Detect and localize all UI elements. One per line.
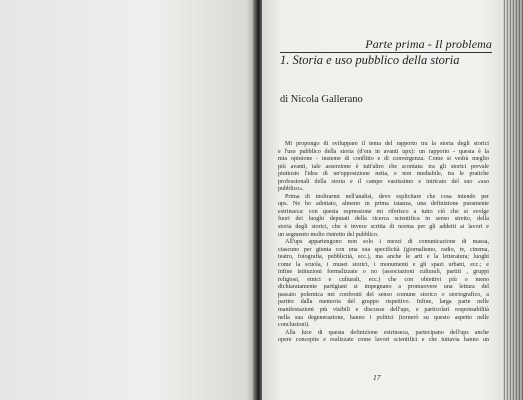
- page-number: 17: [373, 373, 381, 382]
- text-line: mia opinione - insieme di conflitto e di convergenza. Come si vedrà meglio: [278, 156, 489, 163]
- text-line: dichiaratamente partigiani si impegnano a promuovere una lettura del: [278, 284, 489, 291]
- text-line: un segmento molto ristretto del pubblico.: [278, 231, 379, 238]
- text-line: pubblico».: [278, 186, 304, 193]
- chapter-title: 1. Storia e uso pubblico della storia: [280, 53, 460, 67]
- text-line: teatro, fotografia, pubblicità, ecc.), ma anche le arti e la letteratura; luoghi: [278, 254, 489, 261]
- text-line: manifestazioni più visibili e discusse dell'ups, e particolari responsabilità: [278, 307, 489, 314]
- text-line: nella sua degenerazione, hanno i politici (tornerò su questo aspetto nelle: [278, 314, 489, 321]
- text-line: professionali della storia e il campo vastissimo e intricato del suo «uso: [278, 178, 489, 185]
- text-line: All'ups appartengono non solo i mezzi di comunicazione di massa,: [285, 239, 489, 246]
- text-line: ups. Ne ho adottato, almeno in prima istanza, una definizione puramente: [278, 201, 489, 208]
- text-line: infine istituzioni formalizzate o no (associazioni culturali, partiti , gruppi: [278, 269, 489, 276]
- page-edges: [503, 0, 523, 400]
- text-line: più avanti, tale asserzione è tutt'altro che scontata: tra gli storici prevale: [278, 163, 489, 170]
- text-line: Alla luce di questa definizione estrinseca, partecipano dell'ups anche: [285, 329, 489, 336]
- author-byline: di Nicola Gallerano: [280, 94, 363, 105]
- text-line: partire dalla memoria del gruppo rispettivo. Infine, larga parte nelle: [278, 299, 489, 306]
- text-line: opere concepite e realizzate come lavori scientifici e che tuttavia hanno un: [278, 337, 489, 344]
- text-line: storia degli storici, che è invece scritta di norma per gli addetti ai lavori e: [278, 224, 489, 231]
- text-line: ciascuno per giunta con una sua specificità (giornalismo, radio, tv, cinema,: [278, 246, 489, 253]
- text-line: estrinseca: con questa espressione mi riferisco a tutto ciò che si svolge: [278, 208, 489, 215]
- text-line: Prima di inoltrarmi nell'analisi, devo esplicitare che cosa intendo per: [285, 193, 489, 200]
- left-page-blank: [0, 0, 257, 400]
- text-line: conclusioni).: [278, 322, 310, 329]
- text-line: piuttosto l'idea di un'opposizione netta, e non mediabile, tra le pratiche: [278, 171, 489, 178]
- text-line: fuori dei luoghi deputati della ricerca scientifica in senso stretto, della: [278, 216, 489, 223]
- text-line: come la scuola, i musei storici, i monumenti e gli spazi urbani, ecc.; e: [278, 261, 489, 268]
- text-line: religiosi, etnici e culturali, ecc.) che con obiettivi più o meno: [278, 276, 489, 283]
- running-head: Parte prima - Il problema: [365, 37, 492, 51]
- body-text: [278, 141, 489, 345]
- text-line: passato polemica nei confronti del senso comune storico o storiografico, a: [278, 291, 489, 298]
- text-line: Mi propongo di sviluppare il tema del rapporto tra la storia degli storici: [285, 141, 489, 147]
- text-line: e l'uso pubblico della storia (d'ora in avanti upx): un rapporto - questa è la: [278, 148, 489, 155]
